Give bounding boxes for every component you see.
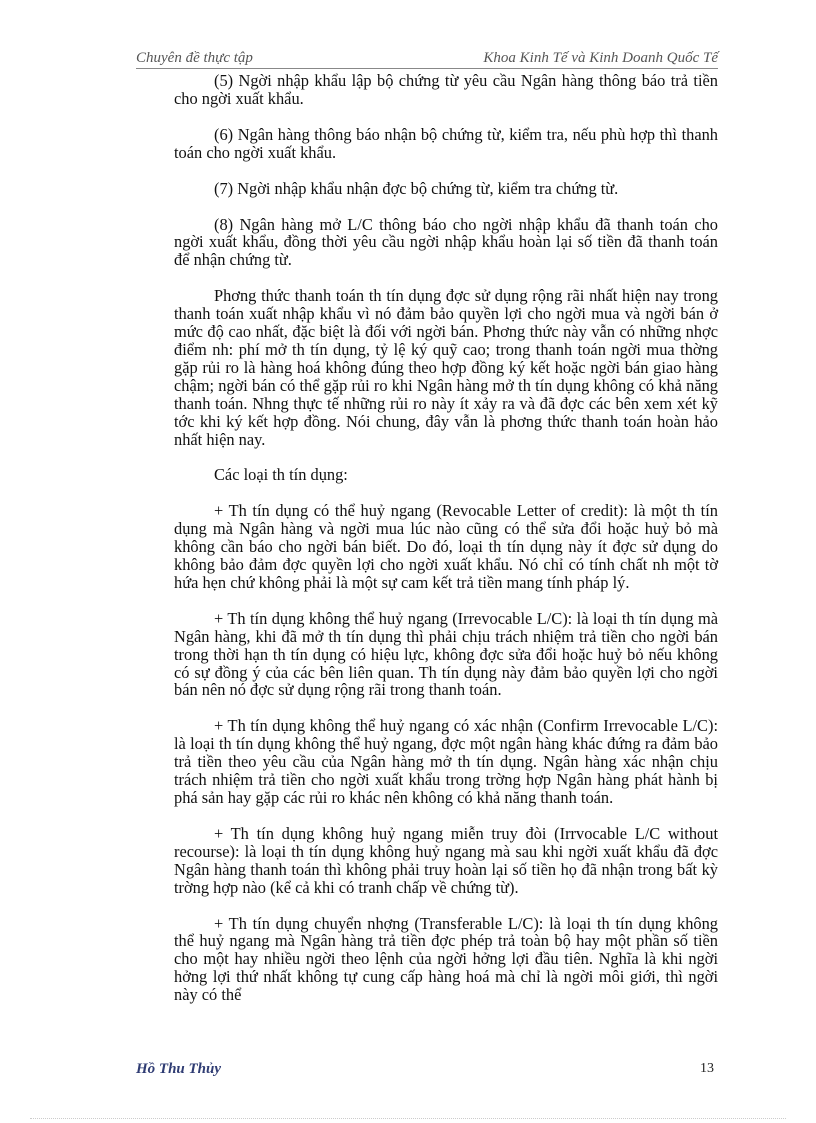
paragraph-step-5: (5) Ngời nhập khẩu lập bộ chứng từ yêu cầu Ngân hàng thông báo trả tiền cho ngời xuất khẩu. [174,71,718,108]
paragraph-without-recourse-lc: + Th tín dụng không huỷ ngang miễn truy đòi (Irrvocable L/C without recourse): là loại th tín dụng không huỷ ngang mà sau khi ngời xuất khẩu đã đợc Ngân hàng thanh toán thì không phải truy hoàn lại số tiền họ đã nhận trong bất kỳ trờng hợp nào (kể cả khi có tranh chấp về chứng từ). [174,823,718,897]
paragraph-irrevocable-lc: + Th tín dụng không thể huỷ ngang (Irrevocable L/C): là loại th tín dụng mà Ngân hàng, khi đã mở th tín dụng thì phải chịu trách nhiệm trả tiền cho ngời bán trong thời hạn th tín dụng có hiệu lực, không đợc sửa đổi hoặc huỷ bỏ nếu không có sự đồng ý của các bên liên quan. Th tín dụng này đảm bảo quyền lợi cho ngời bán nên nó đợc sử dụng rộng rãi trong thanh toán. [174,608,718,700]
paragraph-lc-types-heading: Các loại th tín dụng: [214,465,348,485]
paragraph-transferable-lc: + Th tín dụng chuyển nhợng (Transferable L/C): là loại th tín dụng không thể huỷ ngang mà Ngân hàng trả tiền đợc phép trả toàn bộ hay một phần số tiền cho một hay nhiều ngời theo lệnh của ngời hởng lợi đầu tiên. Nghĩa là khi ngời hởng lợi thứ nhất không tự cung cấp hàng hoá mà chỉ là ngời môi giới, thì ngời này có thể [174,913,718,1005]
paragraph-confirmed-lc: + Th tín dụng không thể huỷ ngang có xác nhận (Confirm Irrevocable L/C): là loại th tín dụng không thể huỷ ngang, đợc một ngân hàng khác đứng ra đảm bảo trả tiền theo yêu cầu của Ngân hàng mở th tín dụng. Ngân hàng xác nhận chịu trách nhiệm trả tiền cho ngời xuất khẩu trong trờng hợp Ngân hàng phát hành bị phá sản hay gặp các rủi ro khác nên không có khả năng thanh toán. [174,716,718,807]
header-right-title: Khoa Kinh Tế và Kinh Doanh Quốc Tế [483,50,718,66]
paragraph-revocable-lc: + Th tín dụng có thể huỷ ngang (Revocable Letter of credit): là một th tín dụng mà Ngân hàng và ngời mua lúc nào cũng có thể sửa đổi hoặc huỷ bỏ mà không cần báo cho ngời bán biết. Do đó, loại th tín dụng này ít đợc sử dụng do không bảo đảm đợc quyền lợi cho ngời xuất khẩu. Nó chỉ có tính chất nh một tờ hứa hẹn chứ không phải là một sự cam kết trả tiền mang tính pháp lý. [174,501,718,592]
header-left-title: Chuyên đề thực tập [136,50,253,66]
paragraph-step-6: (6) Ngân hàng thông báo nhận bộ chứng từ, kiểm tra, nếu phù hợp thì thanh toán cho ngời xuất khẩu. [174,124,718,162]
footer-author: Hồ Thu Thủy [136,1061,222,1077]
paragraph-step-7: (7) Ngời nhập khẩu nhận đợc bộ chứng từ, kiểm tra chứng từ. [214,178,619,198]
page-number: 13 [700,1061,714,1076]
page-bottom-divider [30,1118,786,1119]
page-header [136,48,718,69]
paragraph-lc-overview: Phơng thức thanh toán th tín dụng đợc sử dụng rộng rãi nhất hiện nay trong thanh toán xuất nhập khẩu vì nó đảm bảo quyền lợi cho ngời mua và ngời bán ở mức độ cao nhất, đặc biệt là đối với ngời bán. Phơng thức này vẫn có những nhợc điểm nh: phí mở th tín dụng, tỷ lệ ký quỹ cao; trong thanh toán ngời mua thờng gặp rủi ro là hàng hoá không đúng theo hợp đồng ký kết hoặc ngời bán giao hàng chậm; ngời bán có thể gặp rủi ro khi Ngân hàng mở th tín dụng không có khả năng thanh toán. Nhng thực tế những rủi ro này ít xảy ra và đã đợc các bên xem xét kỹ tớc khi ký kết hợp đồng. Nói chung, đây vẫn là phơng thức thanh toán hoàn hảo nhất hiện nay. [174,286,718,449]
paragraph-step-8: (8) Ngân hàng mở L/C thông báo cho ngời nhập khẩu đã thanh toán cho ngời xuất khẩu, đồng thời yêu cầu ngời nhập khẩu hoàn lại số tiền đã thanh toán để nhận chứng từ. [174,214,718,270]
document-body [174,72,718,1022]
